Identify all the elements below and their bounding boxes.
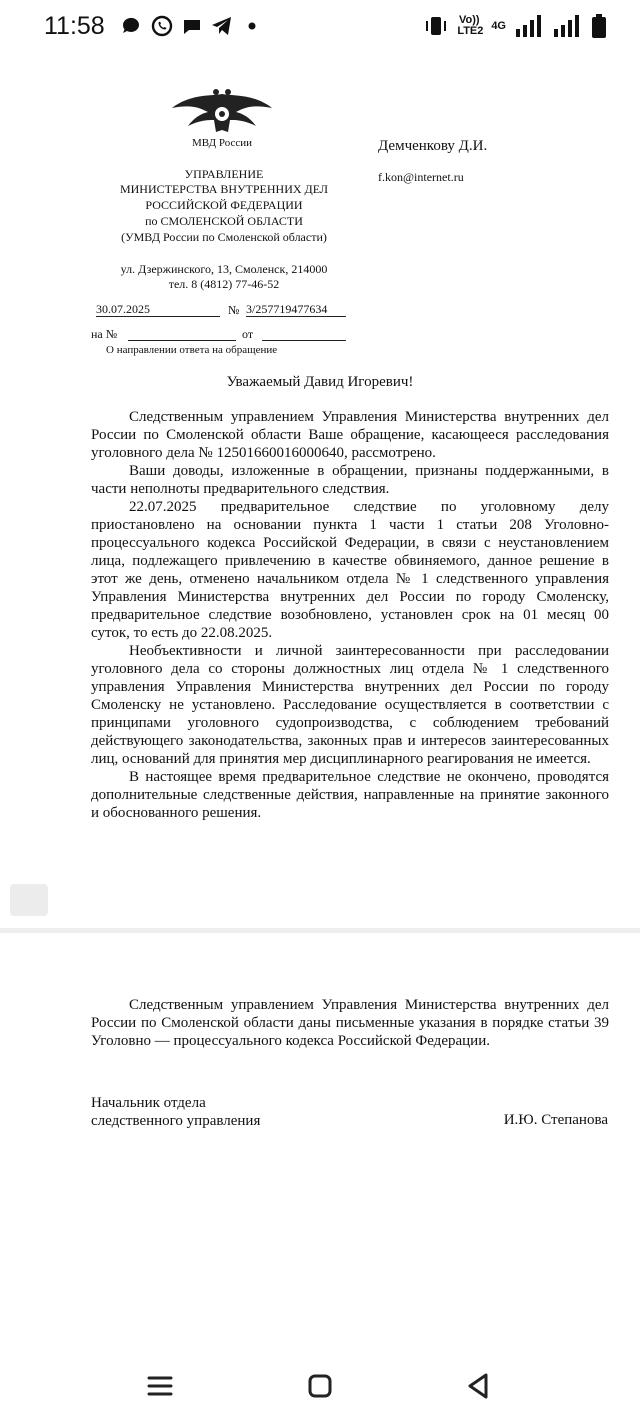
ref-label: на № [91,327,118,341]
org-line-3: РОССИЙСКОЙ ФЕДЕРАЦИИ [145,198,303,212]
signer-title-line-1: Начальник отдела [91,1095,206,1111]
org-phone: тел. 8 (4812) 77-46-52 [168,277,280,291]
page-overlay-button[interactable] [10,884,48,916]
letter-body-page-2 [91,996,609,1050]
menu-icon[interactable] [140,1366,180,1406]
notification-icons [120,14,264,38]
letter-date: 30.07.2025 [96,302,220,317]
message-icon [180,14,204,38]
ref-date-field [262,326,346,341]
paragraph: Ваши доводы, изложенные в обращении, признаны поддержанными, в части неполноты предварительного следствия. [91,463,609,497]
chat-bubble-icon [120,14,144,38]
paragraph: В настоящее время предварительное следствие не окончено, проводятся дополнительные следственные действия, направленные на принятие законного и обоснованного решения. [91,769,609,821]
network-type: 4G [491,20,506,32]
letter-subject: О направлении ответа на обращение [106,344,278,356]
number-sign: № [228,303,240,317]
org-short-name: МВД России [191,137,253,149]
signal-icon [516,15,544,37]
paragraph: Следственным управлением Управления Министерства внутренних дел России по Смоленской области даны письменные указания в порядке статьи 39 Уголовно — процессуального кодекса Российской Федерации. [91,997,609,1049]
org-line-2: МИНИСТЕРСТВА ВНУТРЕННИХ ДЕЛ [119,182,329,196]
back-icon[interactable] [458,1366,498,1406]
signer-title-line-2: следственного управления [91,1113,261,1129]
whatsapp-icon [150,14,174,38]
status-indicators [425,14,606,38]
signer-title [91,1094,260,1130]
eagle-emblem-icon [170,86,274,136]
telegram-icon [210,14,234,38]
status-time: 11:58 [44,12,105,40]
ref-number-field [128,326,236,341]
org-line-4: по СМОЛЕНСКОЙ ОБЛАСТИ [145,214,303,228]
addressee: Демченкову Д.И. [378,138,488,154]
home-icon[interactable] [300,1366,340,1406]
org-line-5: (УМВД России по Смоленской области) [121,230,327,244]
addressee-email: f.kon@internet.ru [378,170,464,184]
signal-icon-2 [554,15,582,37]
paragraph: Необъективности и личной заинтересованности при расследовании уголовного дела со стороны должностных лиц отдела № 1 следственного управления Управления Министерства внутренних дел России по городу Смоленску не установлено. Расследование осуществляется в соответствии с принципами уголовного судопроизводства, с соблюдением требований действующего законодательства, законных прав и интересов заинтересованных лиц, оснований для принятия мер дисциплинарного реагирования не имеется. [91,643,609,767]
org-address: ул. Дзержинского, 13, Смоленск, 214000 [120,262,328,276]
status-bar [0,0,640,56]
volte-label: Vo)) LTE2 [457,14,484,37]
letter-number: 3/257719477634 [246,302,346,317]
vibrate-icon [425,14,447,38]
system-navigation-bar [0,1350,640,1422]
paragraph: Следственным управлением Управления Министерства внутренних дел России по Смоленской области Ваше обращение, касающееся расследования уголовного дела № 12501660016000640, рассмотрено. [91,409,609,461]
letter-body [91,408,609,822]
dot-icon [240,14,264,38]
page-divider [0,928,640,933]
greeting: Уважаемый Давид Игоревич! [226,374,414,390]
signer-name: И.Ю. Степанова [503,1112,608,1128]
battery-icon [592,14,606,38]
org-line-1: УПРАВЛЕНИЕ [184,167,264,181]
paragraph: 22.07.2025 предварительное следствие по уголовному делу приостановлено на основании пункта 1 части 1 статьи 208 Уголовно-процессуального кодекса Российской Федерации, в связи с неустановлением лица, подлежащего привлечению в качестве обвиняемого, данное решение в этот же день, отменено начальником отдела № 1 следственного управления Управления Министерства внутренних дел России по городу Смоленску, предварительное следствие возобновлено, установлен срок на 01 месяц 00 суток, то есть до 22.08.2025. [91,499,609,641]
from-label: от [242,327,254,341]
